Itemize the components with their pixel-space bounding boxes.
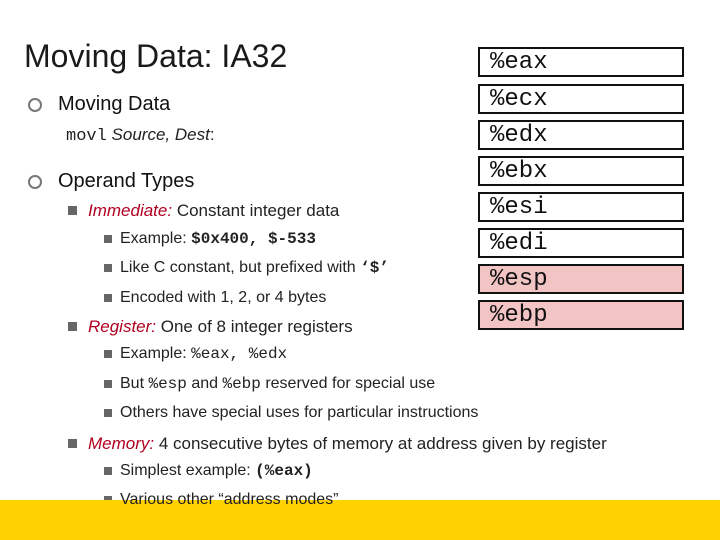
bullet-ring-icon: [28, 98, 42, 112]
square-bullet-icon: [104, 264, 112, 272]
register-eax: %eax: [478, 47, 684, 77]
memory-address-modes: Various other “address modes”: [120, 491, 339, 508]
bullet-moving-data: Moving Data: [58, 93, 171, 115]
bullet-operand-types: Operand Types: [58, 170, 195, 192]
register-esp: %esp: [478, 264, 684, 294]
immediate-prefix-text: Like C constant, but prefixed with: [120, 259, 361, 276]
register-ecx: %ecx: [478, 84, 684, 114]
register-reserved-note: [120, 375, 435, 393]
square-bullet-icon: [68, 439, 77, 448]
memory-line: [88, 434, 607, 454]
memory-text: 4 consecutive bytes of memory at address given by register: [154, 434, 607, 453]
square-bullet-icon: [104, 409, 112, 417]
immediate-example-code: $0x400, $-533: [191, 230, 316, 248]
movl-syntax: [66, 125, 215, 146]
square-bullet-icon: [68, 206, 77, 215]
register-edx: %edx: [478, 120, 684, 150]
register-esi: %esi: [478, 192, 684, 222]
immediate-prefix-code: ‘$’: [360, 259, 389, 277]
square-bullet-icon: [104, 235, 112, 243]
register-line: [88, 317, 353, 337]
immediate-example: [120, 230, 316, 248]
register-reserved-text-c: reserved for special use: [260, 375, 436, 392]
memory-example-code: (%eax): [255, 462, 313, 480]
movl-colon: :: [209, 125, 215, 144]
register-example-code: %eax, %edx: [191, 345, 288, 363]
immediate-example-text: Example:: [120, 230, 192, 247]
square-bullet-icon: [68, 322, 77, 331]
footer-bar: [0, 500, 720, 540]
slide-title: Moving Data: IA32: [24, 38, 288, 74]
register-special-note: Others have special uses for particular instructions: [120, 404, 479, 421]
immediate-prefix-note: [120, 259, 389, 277]
square-bullet-icon: [104, 380, 112, 388]
register-ebx: %ebx: [478, 156, 684, 186]
register-reserved-esp: %esp: [148, 375, 187, 393]
immediate-label: Immediate:: [88, 201, 173, 220]
memory-label: Memory:: [88, 434, 155, 453]
movl-keyword: movl: [66, 127, 107, 146]
movl-operands: Source, Dest: [111, 125, 210, 144]
register-example-text: Example:: [120, 345, 192, 362]
register-reserved-ebp: %ebp: [222, 375, 261, 393]
register-reserved-text-a: But: [120, 375, 149, 392]
immediate-text: Constant integer data: [172, 201, 340, 220]
square-bullet-icon: [104, 467, 112, 475]
bullet-ring-icon: [28, 175, 42, 189]
memory-example: [120, 462, 313, 480]
register-ebp: %ebp: [478, 300, 684, 330]
square-bullet-icon: [104, 294, 112, 302]
immediate-line: [88, 201, 339, 221]
immediate-encoding-note: Encoded with 1, 2, or 4 bytes: [120, 289, 327, 306]
register-edi: %edi: [478, 228, 684, 258]
square-bullet-icon: [104, 350, 112, 358]
register-reserved-text-b: and: [186, 375, 223, 392]
register-text: One of 8 integer registers: [156, 317, 353, 336]
memory-example-text: Simplest example:: [120, 462, 256, 479]
register-example: [120, 345, 287, 363]
register-label: Register:: [88, 317, 157, 336]
